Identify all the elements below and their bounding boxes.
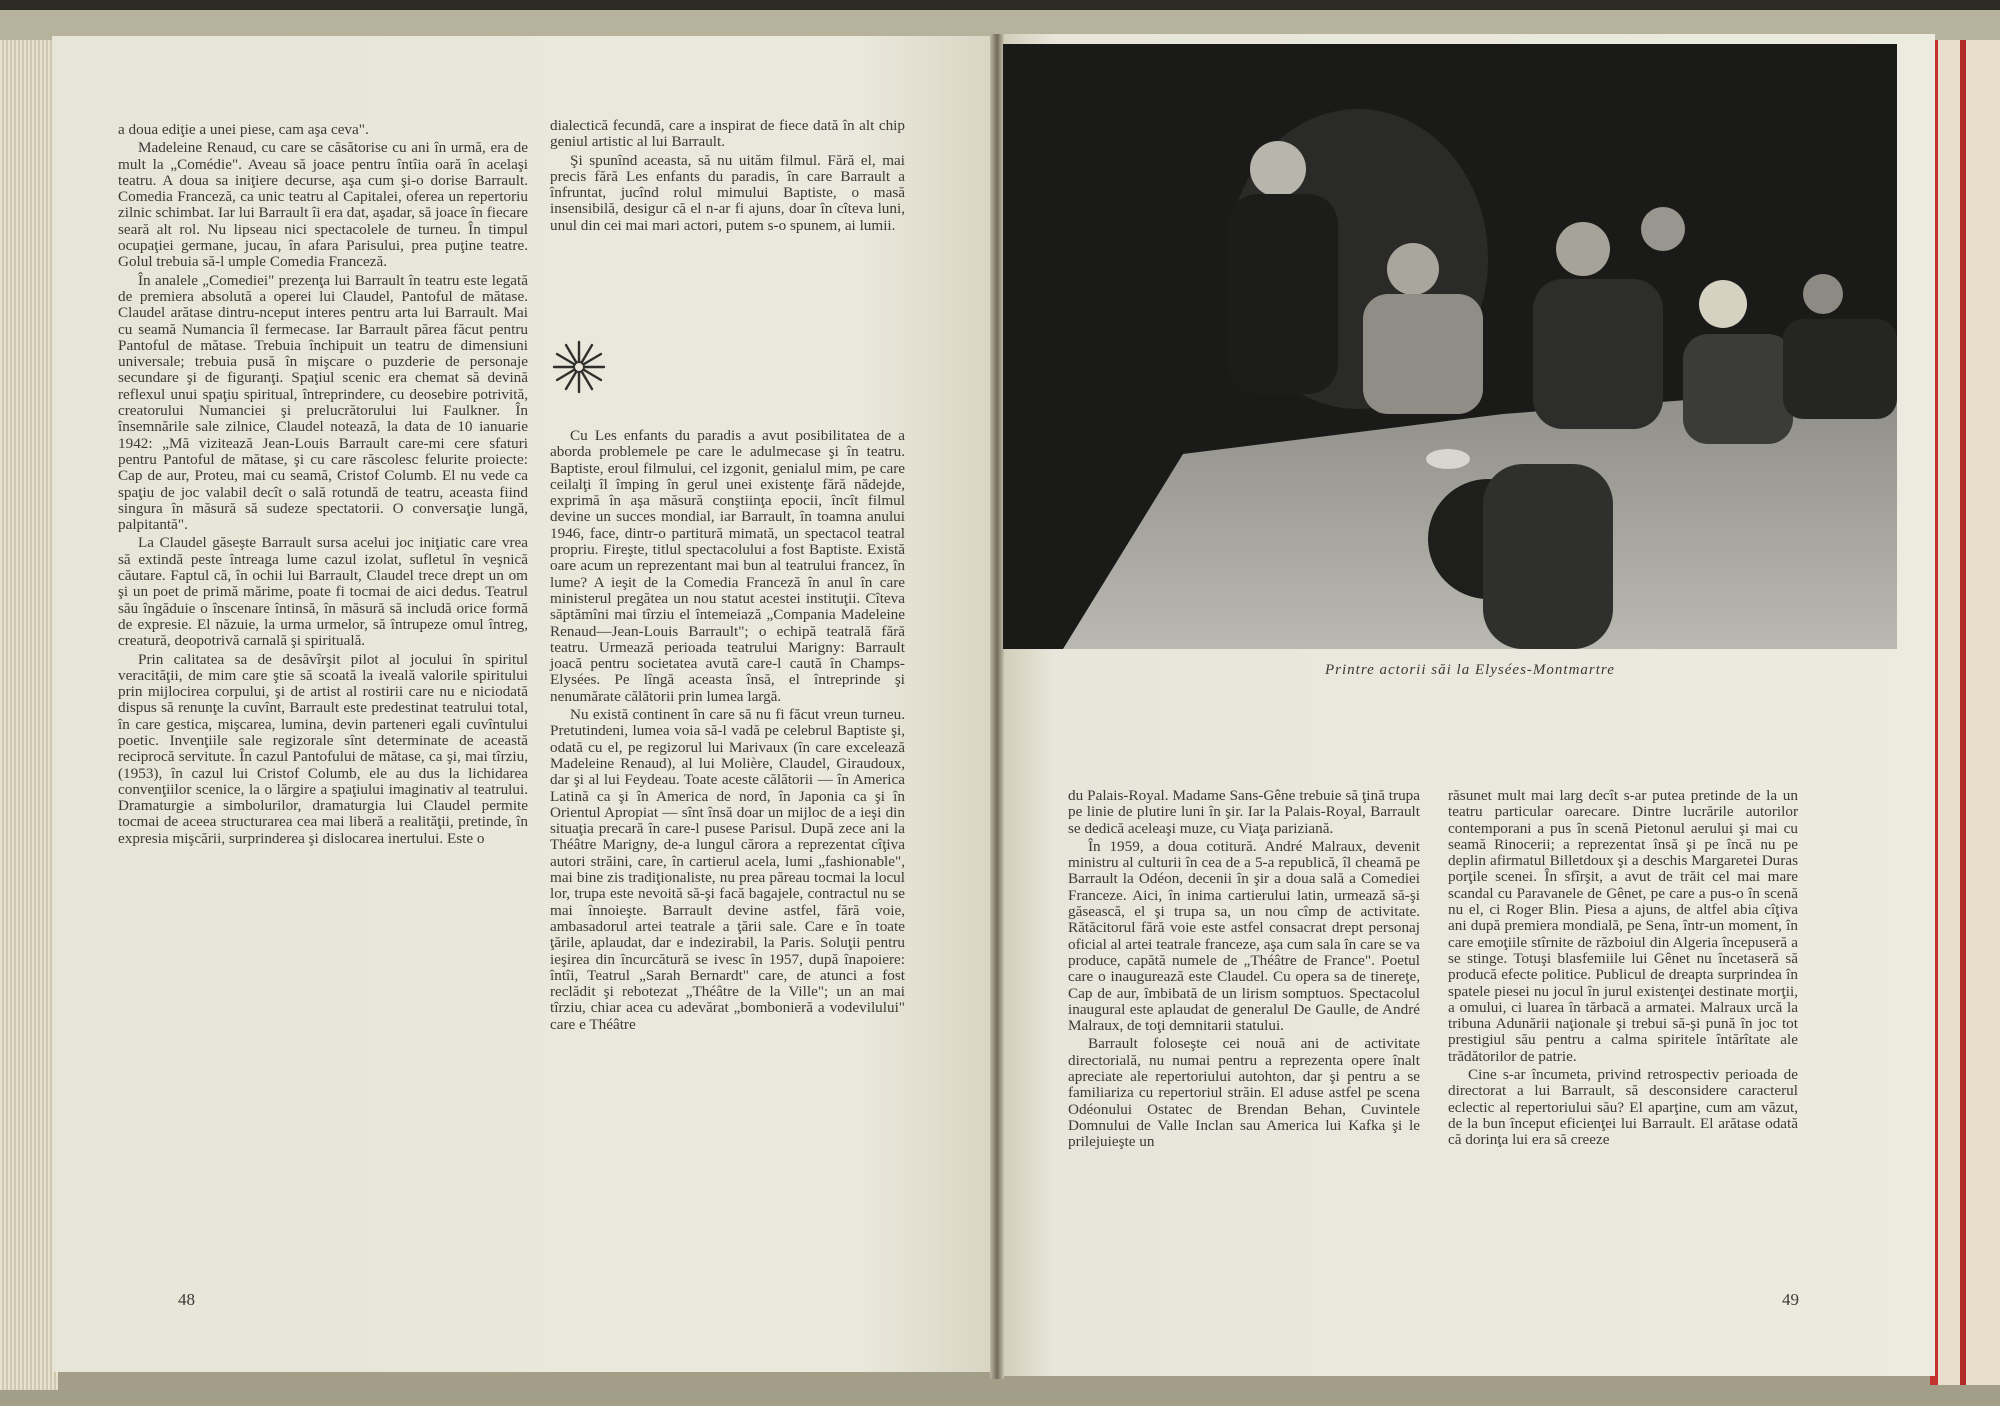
book-gutter [990, 34, 1004, 1379]
paragraph: Cine s-ar încumeta, privind retrospectiv perioada de directorat a lui Barrault, să desconsidere caracterul eclectic al repertoriului său? El aparţine, cum am văzut, de la bun început eficienţei lui Barrault. El arătase odată că dorinţa lui era să creeze [1448, 1066, 1798, 1149]
paragraph: În analele „Comediei" prezenţa lui Barrault în teatru este legată de premiera absolută a operei lui Claudel, Pantoful de mătase. Claudel arătase dintru-nceput interes pentru arta lui Barrault. Mai cu seamă Numancia îl fermecase. Iar Barrault părea făcut pentru Pantoful de mătase. Trebuia închipuit un teatru de dimensiuni universale; trebuia pusă în mişcare o puzderie de personaje secundare şi de figuranţi. Spaţiul scenic era chemat să devină reflexul unui spaţiu spiritual, întreprindere, cu deosebire potrivită, creatorului Numanciei şi prelucrătorului lui Faulkner. În însemnările sale zilnice, Claudel notează, la data de 10 ianuarie 1942: „Mă vizitează Jean-Louis Barrault care-mi cere sfaturi pentru Pantoful de mătase, şi cu care răscolesc felurite proiecte: Cap de aur, Proteu, mai cu seamă, Cristof Columb. El nu vede ca spaţiu de joc valabil decît o sală rotundă de teatru, aceasta fiind singura în măsură să sudeze spectatorii. O conversaţie lungă, palpitantă". [118, 271, 528, 534]
paragraph: Cu Les enfants du paradis a avut posibilitatea de a aborda problemele pe care le adulmecase şi în teatru. Baptiste, eroul filmului, cel izgonit, genialul mim, pe care ceilalţi îl împing în gerul unei existenţe fără nădejde, exprimă în aşa măsură conştiinţa epocii, încît filmul devine un succes mondial, iar Barrault, în toamna anului 1946, face, dintr-o partitură mimată, un spectacol teatral propriu. Fireşte, titlul spectacolului a fost Baptiste. Există oare acum un reprezentant mai bun al teatrului francez, în lume? A ieşit de la Comedia Franceză în anul în care ministerul pregătea un nou statut acestei instituţii. Cîteva săptămîni mai tîrziu el întemeiază „Compania Madeleine Renaud—Jean-Louis Barrault"; o echipă teatrală fără teatru. Urmează perioada teatrului Marigny: Barrault joacă pentru societatea avută care-l caută în Champs-Elysées. Pe lîngă aceasta însă, el întreprinde şi nenumărate călătorii prin lumea largă. [550, 427, 905, 705]
paragraph: În 1959, a doua cotitură. André Malraux, devenit ministru al culturii în cea de a 5-a republică, îl cheamă pe Barrault la Odéon, decenii în şir a doua sală a Comediei Franceze. Aici, în inima cartierului latin, urmează să-şi găsească, el şi trupa sa, un nou cîmp de activitate. Rătăcitorul fără voie este astfel consacrat drept personaj oficial al artei teatrale franceze, aşa cum sala în care se va produce, capătă numele de „Théâtre de France". Poetul care o inaugurează este Claudel. Cu opera sa de tinereţe, Cap de aur, îmbibată de un lirism somptuos. Spectacolul inaugural este aplaudat de generalul De Gaulle, de André Malraux, de toţi demnitarii statului. [1068, 837, 1420, 1035]
paragraph: La Claudel găseşte Barrault sursa acelui joc iniţiatic care vrea să extindă peste întreaga lume cazul izolat, sufletul în veşnică căutare. Faptul că, în ochii lui Barrault, Claudel trece drept un om şi un poet de primă mărime, poate fi tocmai de aici dedus. Teatrul său îngăduie o înscenare întinsă, în măsură să includă orice formă de expresie. El năzuie, la urma urmelor, să întrupeze omul întreg, creatură, deopotrivă carnală şi spirituală. [118, 534, 528, 650]
left-column-1 [118, 122, 528, 847]
paragraph: Barrault foloseşte cei nouă ani de activitate directorială, nu numai pentru a reprezenta opere înalt apreciate ale repertoriului autohton, dar şi pentru a se familiariza cu repertoriul străin. El aduse astfel pe scena Odéonului Ostatec de Brendan Behan, Cuvintele Domnului de Valle Inclan sau America lui Kafka şi le prilejuieşte un [1068, 1035, 1420, 1151]
page-edges-left [0, 40, 58, 1390]
sunburst-ornament-icon [552, 340, 606, 394]
right-column-1 [1068, 788, 1420, 1151]
paragraph: dialectică fecundă, care a inspirat de fiece dată în alt chip geniul artistic al lui Barrault. [550, 117, 905, 151]
page-number-left: 48 [178, 1290, 195, 1309]
paragraph: Şi spunînd aceasta, să nu uităm filmul. Fără el, mai precis fără Les enfants du paradis, în care Barrault a înfruntat, jucînd rolul mimului Baptiste, o masă insensibilă, desigur că el n-ar fi ajuns, doar în cîteva luni, unul din cei mai mari actori, putem s-o spunem, ai lumii. [550, 151, 905, 234]
page-number-right: 49 [1782, 1290, 1799, 1309]
photo-scene [1003, 44, 1897, 649]
background-gap [0, 0, 2000, 10]
paragraph: a doua ediţie a unei piese, cam aşa ceva". [118, 121, 369, 138]
left-column-2-bottom [550, 428, 905, 1033]
paragraph: Prin calitatea sa de desăvîrşit pilot al jocului în spiritul veracităţii, de mim care ştie să scoată la iveală valorile spiritului prin mijlocirea corpului, şi de artist al rostirii care nu e niciodată dispus să renunţe la cuvînt, Barrault este predestinat teatrului total, în care gestica, mişcarea, lumina, devin parteneri egali cuvîntului poetic. Invenţiile sale regizorale sînt determinate de această reciprocă servitute. În cazul Pantofului de mătase, ca şi, mai tîrziu, (1953), în cazul lui Cristof Columb, ele au dus la lichidarea convenţiilor scenice, la o lărgire a spaţiului imaginativ al teatrului. Dramaturgie a simbolurilor, dramaturgia lui Claudel permite tocmai de aceea structurarea cea mai liberă a realităţii, pretinde, în expresia mişcării, surprinderea şi dislocarea inertului. Este o [118, 650, 528, 847]
photo-caption: Printre actorii săi la Elysées-Montmartre [1325, 662, 1615, 678]
paragraph: du Palais-Royal. Madame Sans-Gêne trebuie să ţină trupa pe linie de plutire luni în şir. Iar la Palais-Royal, Barrault se dedică aceleaşi muze, cu Viaţa pariziană. [1068, 787, 1420, 837]
paragraph: Nu există continent în care să nu fi făcut vreun turneu. Pretutindeni, lumea voia să-l vadă pe celebrul Baptiste şi, odată cu el, pe regizorul lui Marivaux (în care excelează Madeleine Renaud), al lui Molière, Claudel, Giraudoux, dar şi al lui Feydeau. Toate aceste călătorii — în America Latină ca şi în America de nord, în Japonia ca şi în Orientul Apropiat — sînt însă doar un mijloc de a ieşi din situaţia precară în care-l pusese Parisul. După zece ani la Théâtre Marigny, de-a lungul cărora a reprezentat cîţiva autori străini, care, în cartierul acela, lumi „fashionable", mai bine zis tradiţionaliste, nu prea păreau tocmai la locul lor, trupa este nevoită să-şi facă bagajele, contractul nu se mai înnoieşte. Barrault devine astfel, fără voie, ambasadorul artei teatrale a ţării sale. Care e în toate ţările, aplaudat, dar e indezirabil, la Paris. Soluţii pentru ieşirea din încurcătură se ivesc în 1957, după înapoiere: întîi, Teatrul „Sarah Bernardt" care, de atunci a fost reclădit şi rebotezat „Théâtre de la Ville"; un an mai tîrziu, chiar acea cu adevărat „bombonieră a vodevilului" care e Théâtre [550, 706, 905, 1033]
paragraph: răsunet mult mai larg decît s-ar putea pretinde de la un teatru particular oarecare. Dintre lucrările autorilor contemporani a pus în scenă Pietonul aerului şi mai cu seamă Rinocerii; a reprezentat însă şi pe încă nu pe deplin afirmatul Billetdoux şi a deschis Margaretei Duras porţile scenei. În sfîrşit, a avut de trăit cel mai mare scandal cu Paravanele de Gênet, pe care a pus-o în scenă nu el, ci Roger Blin. Piesa a ajuns, de altfel abia cîţiva ani după premiera mondială, pe Sena, într-un moment, în care emoţiile stîrnite de războiul din Algeria începuseră a se stinge. Totuşi blasfemiile lui Gênet nu încetaseră să producă efecte politice. Publicul de dreapta surprindea în spatele piesei nu jocul în jurul existenţei destinate morţii, a omului, ci luarea în tărbacă a armatei. Malraux urcă la tribuna Adunării naţionale şi trebui să-şi pună în joc tot prestigiul său pentru a calma spiritele întărîtate ale trădătorilor de patrie. [1448, 787, 1798, 1065]
left-column-2-top [550, 118, 905, 234]
paragraph: Madeleine Renaud, cu care se căsătorise cu ani în urmă, era de mult la „Comédie". Aveau să joace pentru întîia oară în acelaşi teatru. A doua sa iniţiere decurse, aşa cum şi-o dorise Barrault. Comedia Franceză, ca unic teatru al Capitalei, oferea un repertoriu zilnic schimbat. Iar lui Barrault îi era dat, aşadar, să joace în fiecare seară alt rol. Nu lipseau nici spectacolele de turneu. În timpul ocupaţiei germane, jucau, în afara Parisului, prea puţine teatre. Golul trebuia să-l umple Comedia Franceză. [118, 139, 528, 271]
photo-actors-rehearsal [1003, 44, 1897, 649]
page-edges-right [1930, 40, 2000, 1385]
right-column-2 [1448, 788, 1798, 1149]
